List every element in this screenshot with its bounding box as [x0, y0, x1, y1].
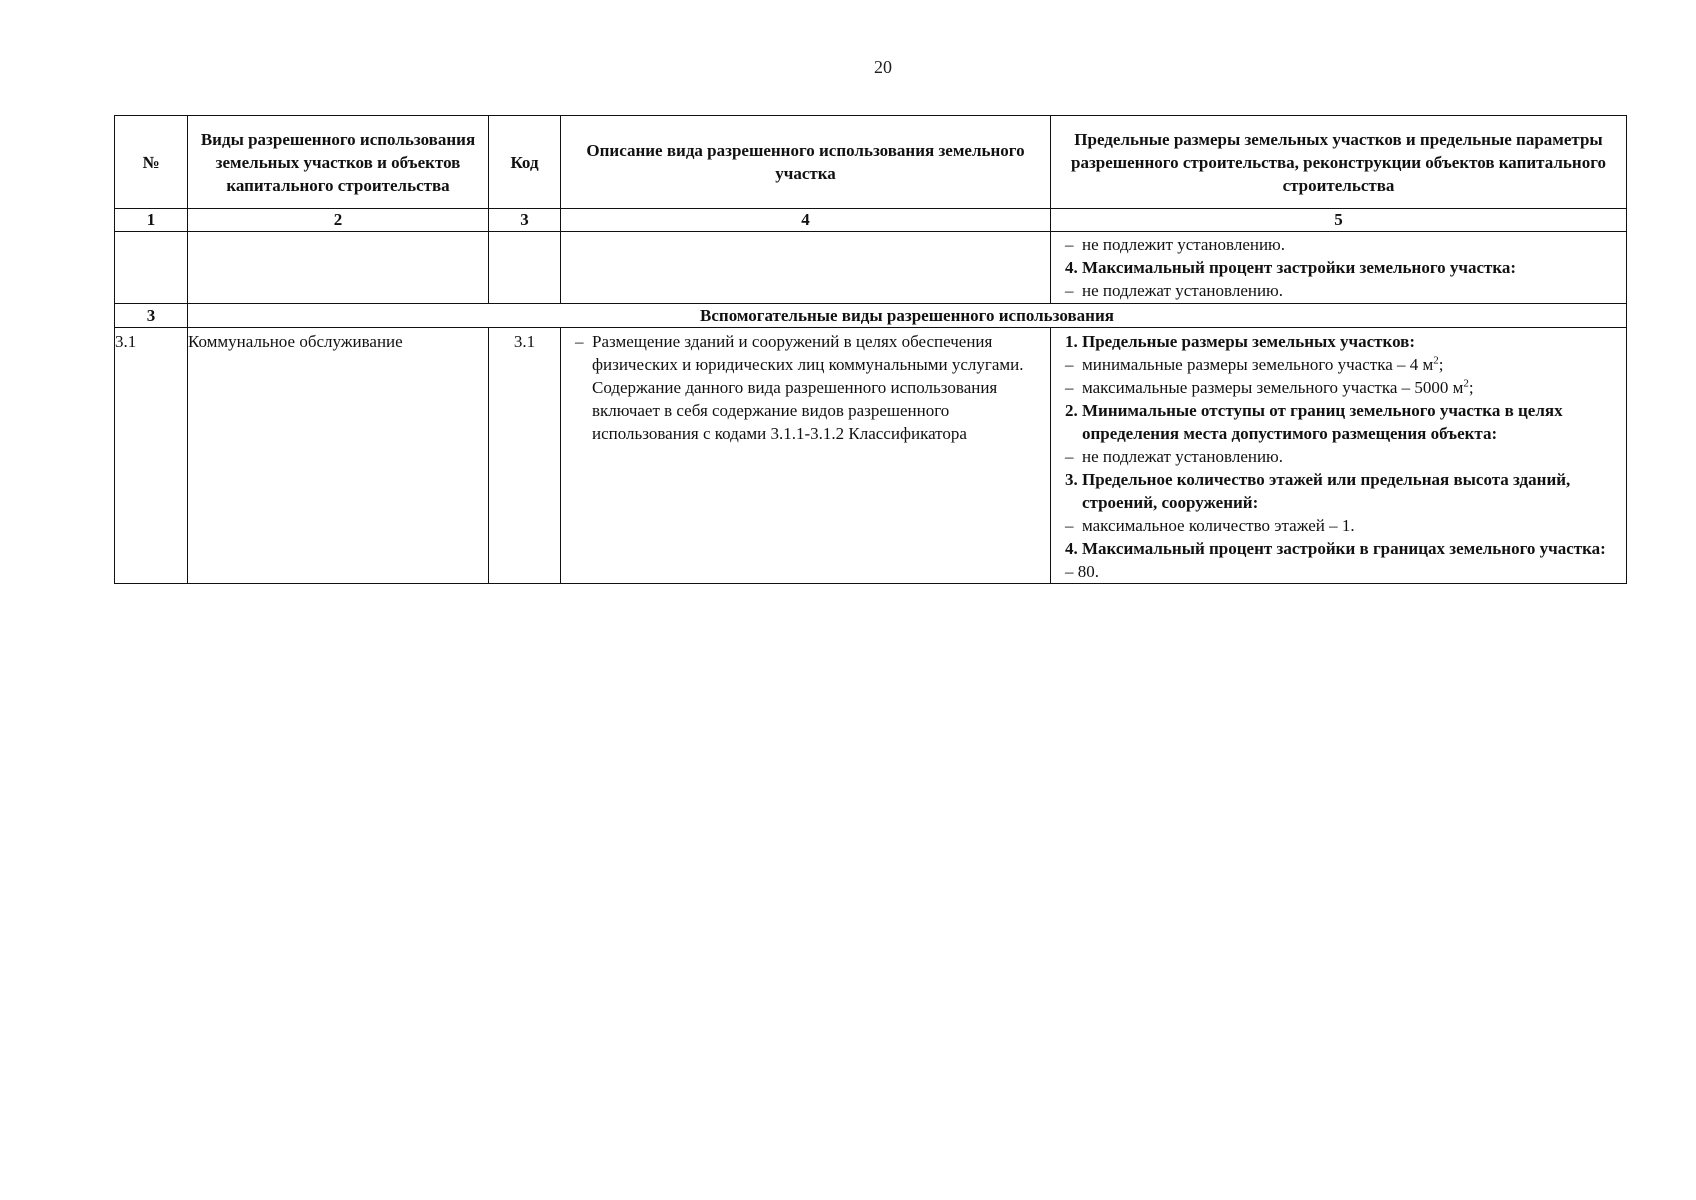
param-heading: Максимальный процент застройки земельного участка:	[1082, 258, 1517, 277]
list-item	[1053, 353, 1624, 376]
table-row	[115, 328, 1627, 584]
param-text-end: ;	[1468, 378, 1474, 397]
number-marker: 2.	[1065, 401, 1078, 420]
param-heading: Максимальный процент застройки в границах земельного участка:	[1082, 539, 1606, 558]
list-item	[1053, 514, 1624, 537]
dash-marker: –	[1065, 447, 1074, 466]
param-heading: Предельные размеры земельных участков:	[1082, 332, 1416, 351]
table-header-row	[115, 116, 1627, 209]
param-text	[1082, 376, 1624, 399]
param-heading: Предельное количество этажей или предельная высота зданий, строений, сооружений:	[1082, 470, 1571, 512]
list-item	[1053, 330, 1624, 353]
header-number: №	[115, 116, 188, 209]
list-item	[1053, 537, 1624, 560]
page-number: 20	[874, 57, 892, 77]
continuation-params	[1051, 232, 1627, 304]
section-row	[115, 304, 1627, 328]
header-code: Код	[489, 116, 561, 209]
list-item	[1053, 376, 1624, 399]
header-parameters: Предельные размеры земельных участков и предельные параметры разрешенного строительства, реконструкции объектов капитального строительства	[1051, 116, 1627, 209]
param-text-main: максимальные размеры земельного участка – 5000 м	[1082, 378, 1464, 397]
empty-cell	[115, 232, 188, 304]
dash-marker: –	[1065, 355, 1074, 374]
header-description: Описание вида разрешенного использования земельного участка	[561, 116, 1051, 209]
param-text: не подлежат установлению.	[1082, 447, 1284, 466]
column-number: 5	[1051, 209, 1627, 232]
param-text	[1082, 353, 1624, 376]
list-item	[1053, 468, 1624, 514]
param-text: максимальное количество этажей – 1.	[1082, 516, 1355, 535]
param-text: не подлежит установлению.	[1082, 235, 1286, 254]
list-item	[1053, 233, 1624, 256]
list-item	[1053, 445, 1624, 468]
number-marker: 3.	[1065, 470, 1078, 489]
superscript: 2	[1463, 377, 1469, 390]
column-number: 4	[561, 209, 1051, 232]
number-marker: 4.	[1065, 258, 1078, 277]
column-numbers-row	[115, 209, 1627, 232]
superscript: 2	[1433, 354, 1439, 367]
section-title: Вспомогательные виды разрешенного использования	[188, 304, 1627, 328]
row-description	[561, 328, 1051, 584]
dash-marker: –	[1065, 378, 1074, 397]
column-number: 1	[115, 209, 188, 232]
section-number: 3	[115, 304, 188, 328]
param-text-end: ;	[1438, 355, 1444, 374]
list-item	[1053, 279, 1624, 302]
param-text: не подлежат установлению.	[1082, 281, 1284, 300]
empty-cell	[489, 232, 561, 304]
list-item	[1053, 399, 1624, 445]
continuation-row	[115, 232, 1627, 304]
description-text: Размещение зданий и сооружений в целях обеспечения физических и юридических лиц коммунальными услугами. Содержание данного вида разрешенного использования включает в себя содержание видов разрешенного использования с кодами 3.1.1-3.1.2 Классификатора	[592, 332, 1024, 443]
empty-cell	[188, 232, 489, 304]
dash-marker: –	[575, 332, 584, 351]
row-parameters	[1051, 328, 1627, 584]
column-number: 3	[489, 209, 561, 232]
row-land-use-name: Коммунальное обслуживание	[188, 328, 489, 584]
dash-marker: –	[1065, 281, 1074, 300]
row-code: 3.1	[489, 328, 561, 584]
dash-marker: –	[1065, 235, 1074, 254]
land-use-table	[114, 115, 1627, 584]
list-item	[1053, 256, 1624, 279]
column-number: 2	[188, 209, 489, 232]
number-marker: 1.	[1065, 332, 1078, 351]
param-heading: Минимальные отступы от границ земельного участка в целях определения места допустимого размещения объекта:	[1082, 401, 1563, 443]
empty-cell	[561, 232, 1051, 304]
dash-marker: –	[1065, 516, 1074, 535]
param-value: – 80.	[1065, 562, 1099, 581]
param-text-main: минимальные размеры земельного участка – 4 м	[1082, 355, 1434, 374]
row-number: 3.1	[115, 328, 188, 584]
list-item	[563, 330, 1048, 445]
header-land-use-type: Виды разрешенного использования земельных участков и объектов капитального строительства	[188, 116, 489, 209]
number-marker: 4.	[1065, 539, 1078, 558]
